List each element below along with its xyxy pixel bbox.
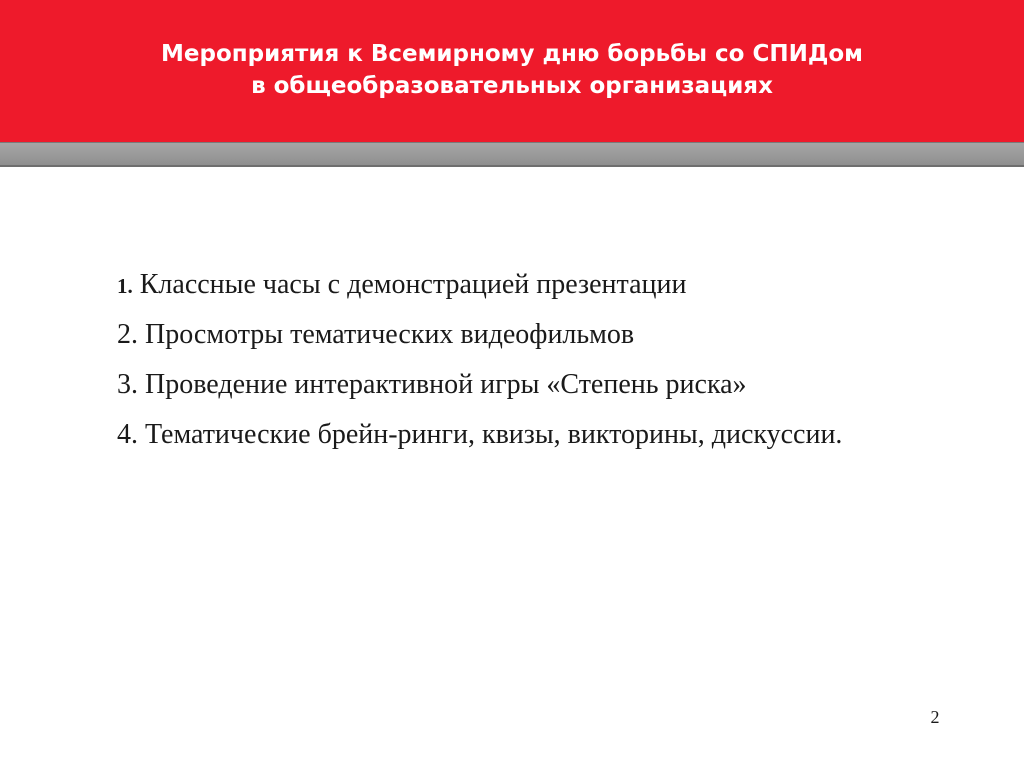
title-banner: [0, 0, 1024, 142]
list-item-text: Классные часы с демонстрацией презентации: [139, 269, 687, 300]
list-item-number: 4.: [117, 419, 138, 450]
list-item-number: 1.: [117, 274, 133, 298]
list-item: [117, 260, 842, 310]
slide-title-line-1: Мероприятия к Всемирному дню борьбы со СПИДом: [161, 41, 863, 67]
list-item-text: Просмотры тематических видеофильмов: [145, 319, 635, 350]
divider-band: [0, 142, 1024, 167]
list-item-text: Тематические брейн-ринги, квизы, викторины, дискуссии.: [145, 419, 843, 450]
list-item-text: Проведение интерактивной игры «Степень риска»: [145, 369, 747, 400]
list-item-number: 3.: [117, 369, 138, 400]
slide-title: [0, 38, 1024, 102]
list-item: [117, 410, 842, 460]
list-item-number: 2.: [117, 319, 138, 350]
list-item: [117, 310, 842, 360]
page-number: 2: [930, 707, 940, 727]
slide-title-line-2: в общеобразовательных организациях: [251, 73, 773, 99]
activities-list: [117, 260, 842, 460]
list-item: [117, 360, 842, 410]
